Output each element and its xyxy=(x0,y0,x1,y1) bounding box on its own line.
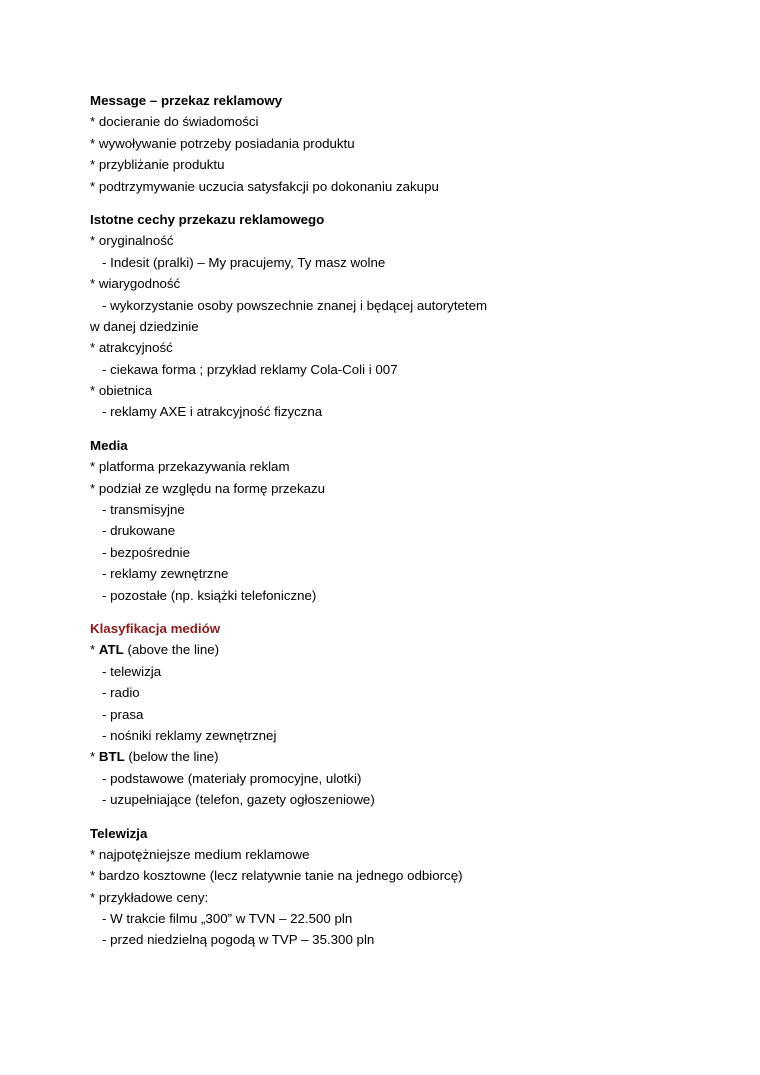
list-item: * bardzo kosztowne (lecz relatywnie tanie na jednego odbiorcę) xyxy=(90,868,463,884)
sub-item: - uzupełniające (telefon, gazety ogłoszeniowe) xyxy=(102,792,375,808)
sub-item: - wykorzystanie osoby powszechnie znanej i będącej autorytetem xyxy=(102,297,488,313)
heading-telewizja: Telewizja xyxy=(90,825,148,841)
sub-item: - radio xyxy=(102,685,140,701)
sub-item: - Indesit (pralki) – My pracujemy, Ty masz wolne xyxy=(102,254,386,270)
list-item: * platforma przekazywania reklam xyxy=(90,459,290,475)
sub-item-continuation: w danej dziedzinie xyxy=(90,318,199,334)
list-item-btl xyxy=(90,746,690,767)
list-item: * atrakcyjność xyxy=(90,340,173,356)
heading-media: Media xyxy=(90,437,128,453)
list-item: * podtrzymywanie uczucia satysfakcji po dokonaniu zakupu xyxy=(90,178,439,194)
sub-item: - W trakcie filmu „300” w TVN – 22.500 pln xyxy=(102,911,353,927)
list-item: * najpotężniejsze medium reklamowe xyxy=(90,846,310,862)
sub-item: - drukowane xyxy=(102,523,176,539)
heading-message: Message – przekaz reklamowy xyxy=(90,93,283,108)
list-item: * oryginalność xyxy=(90,233,174,249)
bullet-prefix: * xyxy=(90,642,99,658)
sub-item: - pozostałe (np. książki telefoniczne) xyxy=(102,587,317,603)
btl-label: BTL xyxy=(98,749,125,765)
sub-item: - nośniki reklamy zewnętrznej xyxy=(102,727,277,743)
btl-description: (below the line) xyxy=(124,749,219,765)
atl-description: (above the line) xyxy=(123,642,220,658)
list-item: * wiarygodność xyxy=(90,276,181,292)
atl-label: ATL xyxy=(98,642,124,658)
sub-item: - telewizja xyxy=(102,663,162,679)
list-item: * wywoływanie potrzeby posiadania produktu xyxy=(90,135,355,151)
sub-item: - podstawowe (materiały promocyjne, ulotki) xyxy=(102,770,362,786)
list-item: * docieranie do świadomości xyxy=(90,114,259,130)
sub-item: - reklamy AXE i atrakcyjność fizyczna xyxy=(102,404,323,420)
sub-item: - reklamy zewnętrzne xyxy=(102,566,229,582)
list-item: * podział ze względu na formę przekazu xyxy=(90,480,326,496)
sub-item: - transmisyjne xyxy=(102,502,185,518)
list-item-atl xyxy=(90,639,690,660)
list-item: * przybliżanie produktu xyxy=(90,157,225,173)
bullet-prefix: * xyxy=(90,749,99,765)
sub-item: - bezpośrednie xyxy=(102,544,190,560)
heading-klasyfikacja-mediow: Klasyfikacja mediów xyxy=(90,620,221,636)
list-item: * obietnica xyxy=(90,383,153,399)
sub-item: - przed niedzielną pogodą w TVP – 35.300 pln xyxy=(102,932,375,948)
document-content xyxy=(90,90,690,951)
sub-item: - ciekawa forma ; przykład reklamy Cola-Coli i 007 xyxy=(102,361,398,377)
heading-istotne-cechy: Istotne cechy przekazu reklamowego xyxy=(90,211,325,227)
sub-item: - prasa xyxy=(102,706,144,722)
list-item: * przykładowe ceny: xyxy=(90,889,209,905)
